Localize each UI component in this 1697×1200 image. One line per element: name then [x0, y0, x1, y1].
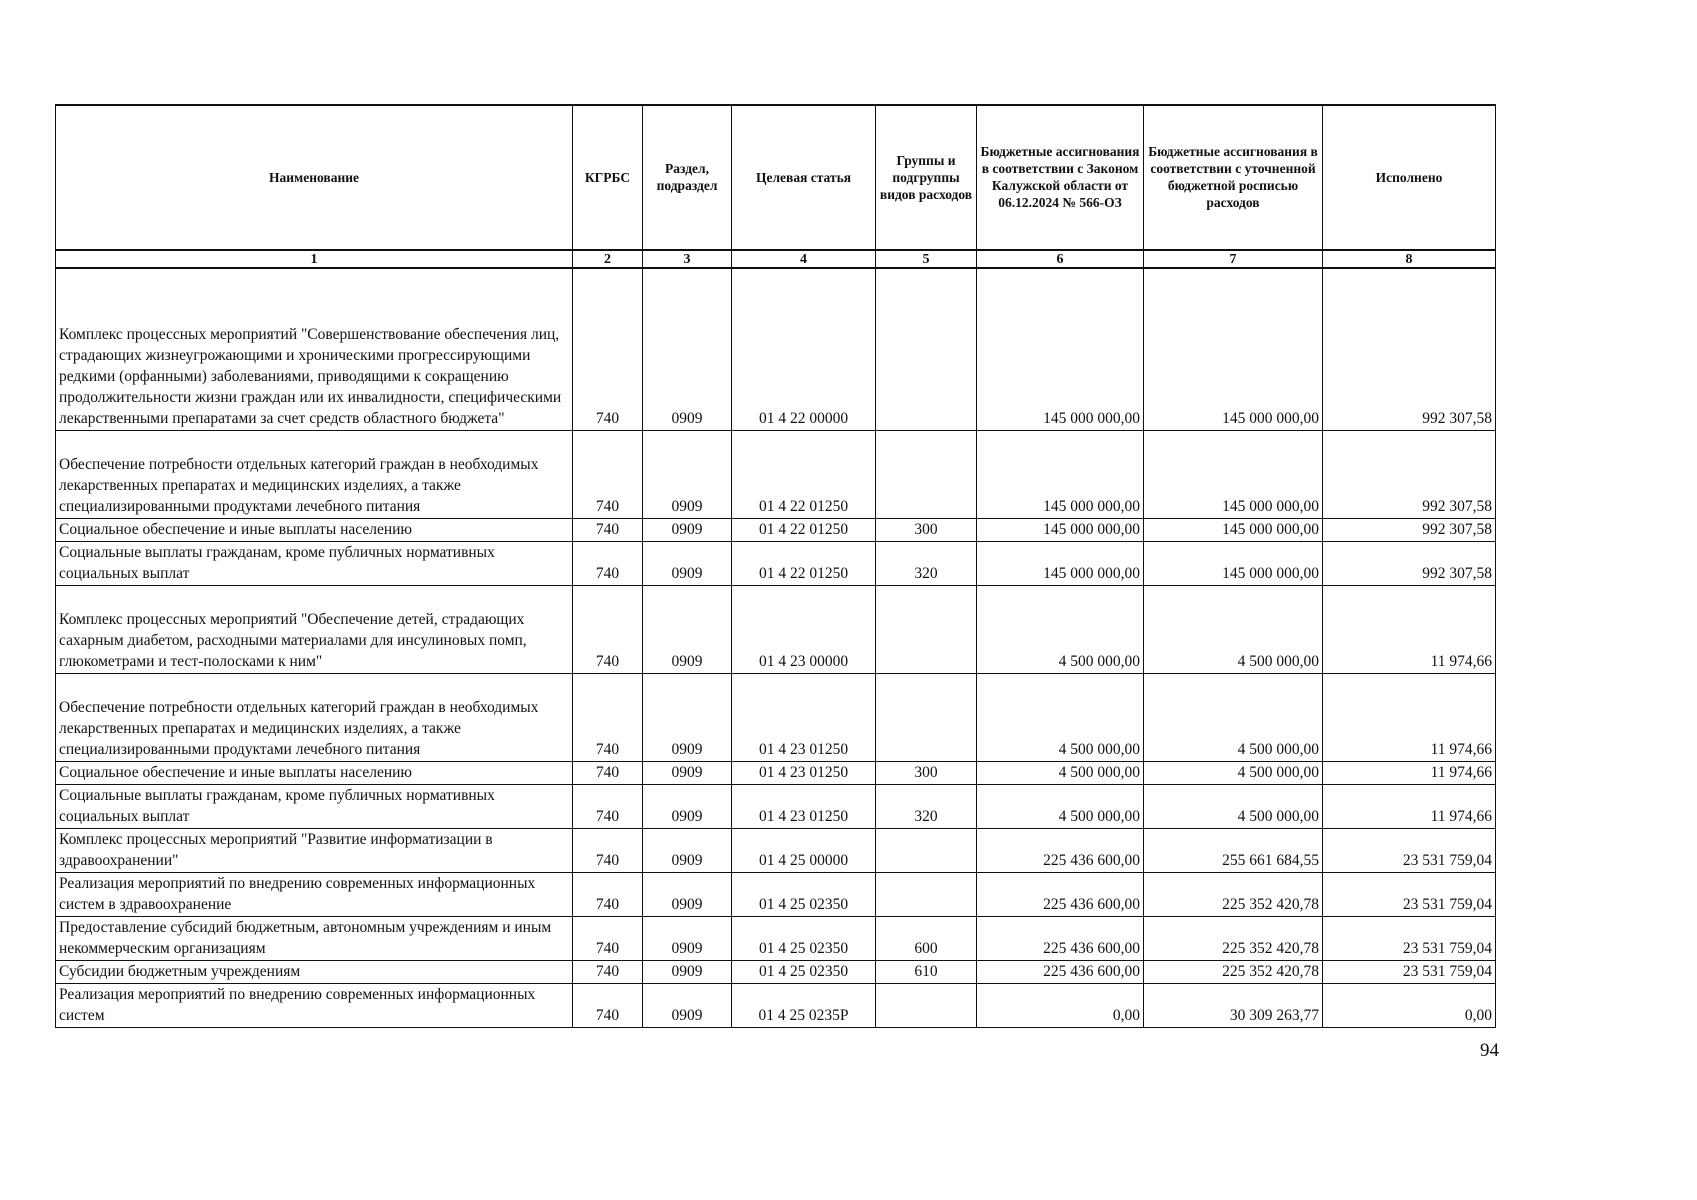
- row-executed: 23 531 759,04: [1323, 916, 1496, 960]
- table-row: [56, 983, 1496, 1027]
- table-row: [56, 916, 1496, 960]
- row-kgrbs: 740: [573, 518, 643, 541]
- row-target-article: 01 4 23 00000: [732, 585, 876, 673]
- row-section: 0909: [643, 960, 732, 983]
- header-section: Раздел, подраздел: [643, 105, 732, 250]
- row-target-article: 01 4 22 01250: [732, 518, 876, 541]
- row-expense-group: [876, 983, 977, 1027]
- row-expense-group: [876, 585, 977, 673]
- row-target-article: 01 4 23 01250: [732, 673, 876, 761]
- row-section: 0909: [643, 872, 732, 916]
- row-refined-allocation: 30 309 263,77: [1144, 983, 1323, 1027]
- header-executed: Исполнено: [1323, 105, 1496, 250]
- column-number: 3: [643, 250, 732, 268]
- row-kgrbs: 740: [573, 828, 643, 872]
- row-refined-allocation: 255 661 684,55: [1144, 828, 1323, 872]
- row-expense-group: [876, 268, 977, 430]
- table-header: [56, 105, 1496, 268]
- column-number: 7: [1144, 250, 1323, 268]
- row-law-allocation: 4 500 000,00: [977, 761, 1144, 784]
- row-target-article: 01 4 22 01250: [732, 541, 876, 585]
- row-expense-group: 300: [876, 518, 977, 541]
- table-row: [56, 761, 1496, 784]
- row-kgrbs: 740: [573, 784, 643, 828]
- row-executed: 23 531 759,04: [1323, 828, 1496, 872]
- row-executed: 11 974,66: [1323, 673, 1496, 761]
- table-row: [56, 872, 1496, 916]
- row-target-article: 01 4 22 00000: [732, 268, 876, 430]
- row-name: Социальные выплаты гражданам, кроме публичных нормативных социальных выплат: [56, 784, 573, 828]
- row-name: Обеспечение потребности отдельных категорий граждан в необходимых лекарственных препаратах и медицинских изделиях, а также специализированными продуктами лечебного питания: [56, 430, 573, 518]
- row-refined-allocation: 145 000 000,00: [1144, 518, 1323, 541]
- row-executed: 11 974,66: [1323, 761, 1496, 784]
- header-expense-group: Группы и подгруппы видов расходов: [876, 105, 977, 250]
- row-executed: 23 531 759,04: [1323, 960, 1496, 983]
- row-refined-allocation: 4 500 000,00: [1144, 585, 1323, 673]
- row-executed: 11 974,66: [1323, 585, 1496, 673]
- row-refined-allocation: 225 352 420,78: [1144, 872, 1323, 916]
- row-law-allocation: 145 000 000,00: [977, 430, 1144, 518]
- row-name: Социальное обеспечение и иные выплаты населению: [56, 761, 573, 784]
- row-expense-group: 600: [876, 916, 977, 960]
- row-executed: 992 307,58: [1323, 268, 1496, 430]
- row-kgrbs: 740: [573, 872, 643, 916]
- column-number: 6: [977, 250, 1144, 268]
- row-target-article: 01 4 25 02350: [732, 960, 876, 983]
- row-expense-group: 320: [876, 784, 977, 828]
- row-executed: 992 307,58: [1323, 518, 1496, 541]
- row-refined-allocation: 145 000 000,00: [1144, 268, 1323, 430]
- row-kgrbs: 740: [573, 916, 643, 960]
- row-target-article: 01 4 22 01250: [732, 430, 876, 518]
- page-number: 94: [1480, 1040, 1499, 1061]
- row-target-article: 01 4 25 00000: [732, 828, 876, 872]
- row-refined-allocation: 4 500 000,00: [1144, 784, 1323, 828]
- row-law-allocation: 4 500 000,00: [977, 673, 1144, 761]
- row-section: 0909: [643, 541, 732, 585]
- row-target-article: 01 4 25 0235Р: [732, 983, 876, 1027]
- row-kgrbs: 740: [573, 673, 643, 761]
- row-law-allocation: 145 000 000,00: [977, 268, 1144, 430]
- table-row: [56, 430, 1496, 518]
- table-row: [56, 673, 1496, 761]
- column-number: 4: [732, 250, 876, 268]
- budget-table: [55, 104, 1496, 1028]
- row-expense-group: [876, 430, 977, 518]
- row-law-allocation: 4 500 000,00: [977, 585, 1144, 673]
- row-name: Реализация мероприятий по внедрению современных информационных систем в здравоохранение: [56, 872, 573, 916]
- row-law-allocation: 0,00: [977, 983, 1144, 1027]
- row-target-article: 01 4 25 02350: [732, 916, 876, 960]
- table-row: [56, 960, 1496, 983]
- row-section: 0909: [643, 784, 732, 828]
- row-refined-allocation: 4 500 000,00: [1144, 761, 1323, 784]
- row-kgrbs: 740: [573, 585, 643, 673]
- row-target-article: 01 4 23 01250: [732, 784, 876, 828]
- row-law-allocation: 225 436 600,00: [977, 828, 1144, 872]
- row-name: Комплекс процессных мероприятий "Совершенствование обеспечения лиц, страдающих жизнеугрожающими и хроническими прогрессирующими редкими (орфанными) заболеваниями, приводящими к сокращению продолжительности жизни граждан или их инвалидности, специфическими лекарственными препаратами за счет средств областного бюджета": [56, 268, 573, 430]
- row-name: Социальное обеспечение и иные выплаты населению: [56, 518, 573, 541]
- row-executed: 992 307,58: [1323, 430, 1496, 518]
- row-name: Комплекс процессных мероприятий "Развитие информатизации в здравоохранении": [56, 828, 573, 872]
- table-row: [56, 541, 1496, 585]
- row-law-allocation: 225 436 600,00: [977, 872, 1144, 916]
- row-kgrbs: 740: [573, 430, 643, 518]
- row-executed: 23 531 759,04: [1323, 872, 1496, 916]
- row-law-allocation: 225 436 600,00: [977, 960, 1144, 983]
- header-kgrbs: КГРБС: [573, 105, 643, 250]
- row-executed: 11 974,66: [1323, 784, 1496, 828]
- row-name: Комплекс процессных мероприятий "Обеспечение детей, страдающих сахарным диабетом, расходными материалами для инсулиновых помп, глюкометрами и тест-полосками к ним": [56, 585, 573, 673]
- header-name: Наименование: [56, 105, 573, 250]
- row-name: Обеспечение потребности отдельных категорий граждан в необходимых лекарственных препаратах и медицинских изделиях, а также специализированными продуктами лечебного питания: [56, 673, 573, 761]
- header-refined-allocation: Бюджетные ассигнования в соответствии с уточненной бюджетной росписью расходов: [1144, 105, 1323, 250]
- row-kgrbs: 740: [573, 960, 643, 983]
- column-number-row: [56, 250, 1496, 268]
- table-row: [56, 518, 1496, 541]
- row-kgrbs: 740: [573, 541, 643, 585]
- table-row: [56, 784, 1496, 828]
- row-section: 0909: [643, 268, 732, 430]
- row-name: Социальные выплаты гражданам, кроме публичных нормативных социальных выплат: [56, 541, 573, 585]
- row-kgrbs: 740: [573, 761, 643, 784]
- column-number: 5: [876, 250, 977, 268]
- row-kgrbs: 740: [573, 983, 643, 1027]
- row-section: 0909: [643, 761, 732, 784]
- column-number: 8: [1323, 250, 1496, 268]
- column-number: 2: [573, 250, 643, 268]
- row-law-allocation: 4 500 000,00: [977, 784, 1144, 828]
- column-number: 1: [56, 250, 573, 268]
- row-section: 0909: [643, 983, 732, 1027]
- row-expense-group: [876, 828, 977, 872]
- row-executed: 0,00: [1323, 983, 1496, 1027]
- row-expense-group: [876, 673, 977, 761]
- row-refined-allocation: 145 000 000,00: [1144, 541, 1323, 585]
- row-name: Реализация мероприятий по внедрению современных информационных систем: [56, 983, 573, 1027]
- row-expense-group: 320: [876, 541, 977, 585]
- row-refined-allocation: 4 500 000,00: [1144, 673, 1323, 761]
- row-expense-group: 610: [876, 960, 977, 983]
- row-section: 0909: [643, 916, 732, 960]
- row-kgrbs: 740: [573, 268, 643, 430]
- row-executed: 992 307,58: [1323, 541, 1496, 585]
- row-expense-group: [876, 872, 977, 916]
- header-law-allocation: Бюджетные ассигнования в соответствии с Законом Калужской области от 06.12.2024 № 566-ОЗ: [977, 105, 1144, 250]
- row-section: 0909: [643, 673, 732, 761]
- row-section: 0909: [643, 518, 732, 541]
- row-refined-allocation: 225 352 420,78: [1144, 916, 1323, 960]
- row-law-allocation: 145 000 000,00: [977, 541, 1144, 585]
- row-section: 0909: [643, 828, 732, 872]
- row-name: Предоставление субсидий бюджетным, автономным учреждениям и иным некоммерческим организациям: [56, 916, 573, 960]
- row-refined-allocation: 225 352 420,78: [1144, 960, 1323, 983]
- row-target-article: 01 4 23 01250: [732, 761, 876, 784]
- row-law-allocation: 145 000 000,00: [977, 518, 1144, 541]
- row-refined-allocation: 145 000 000,00: [1144, 430, 1323, 518]
- row-section: 0909: [643, 430, 732, 518]
- row-expense-group: 300: [876, 761, 977, 784]
- table-body: [56, 268, 1496, 1027]
- table-row: [56, 585, 1496, 673]
- row-section: 0909: [643, 585, 732, 673]
- row-law-allocation: 225 436 600,00: [977, 916, 1144, 960]
- row-name: Субсидии бюджетным учреждениям: [56, 960, 573, 983]
- table-row: [56, 828, 1496, 872]
- row-target-article: 01 4 25 02350: [732, 872, 876, 916]
- header-target-article: Целевая статья: [732, 105, 876, 250]
- table-row: [56, 268, 1496, 430]
